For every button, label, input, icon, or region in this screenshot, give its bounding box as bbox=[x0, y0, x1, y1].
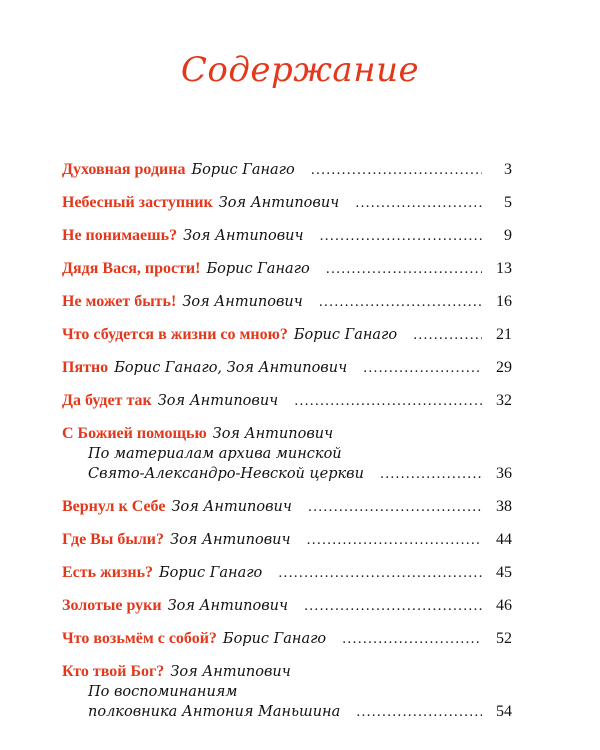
entry-author: Зоя Антипович bbox=[171, 499, 292, 515]
toc-entry[interactable] bbox=[62, 325, 512, 346]
toc-entry[interactable] bbox=[62, 563, 512, 584]
entry-title: Где Вы были? bbox=[62, 531, 165, 548]
entry-author: Зоя Антипович bbox=[212, 426, 334, 442]
table-of-contents bbox=[62, 160, 512, 723]
toc-entry[interactable] bbox=[62, 497, 512, 518]
entry-author: Зоя Антипович bbox=[170, 532, 291, 548]
entry-author: Борис Ганаго bbox=[191, 162, 295, 178]
toc-entry[interactable] bbox=[62, 662, 512, 723]
dot-leader bbox=[355, 194, 482, 214]
entry-page: 9 bbox=[504, 227, 512, 244]
dot-leader bbox=[380, 465, 482, 485]
entry-title: Дядя Вася, прости! bbox=[62, 260, 201, 277]
entry-page: 16 bbox=[496, 293, 512, 310]
dot-leader bbox=[278, 564, 482, 584]
dot-leader bbox=[307, 531, 483, 551]
entry-page: 52 bbox=[496, 630, 512, 647]
toc-entry[interactable] bbox=[62, 424, 512, 485]
entry-page: 46 bbox=[496, 597, 512, 614]
entry-title: Кто твой Бог? bbox=[62, 663, 165, 680]
toc-entry[interactable] bbox=[62, 292, 512, 313]
toc-entry[interactable] bbox=[62, 629, 512, 650]
entry-author: Борис Ганаго bbox=[293, 327, 398, 343]
dot-leader bbox=[342, 630, 482, 650]
entry-author: Зоя Антипович bbox=[183, 228, 304, 244]
page-title: Содержание bbox=[180, 50, 420, 90]
toc-entry[interactable] bbox=[62, 596, 512, 617]
entry-author: Зоя Антипович bbox=[167, 598, 289, 614]
entry-author: Борис Ганаго bbox=[206, 261, 310, 277]
entry-title: С Божией помощью bbox=[62, 425, 207, 442]
entry-title: Не понимаешь? bbox=[62, 227, 178, 244]
dot-leader bbox=[320, 227, 482, 247]
entry-subtitle: Свято-Александро-Невской церкви bbox=[88, 466, 364, 482]
dot-leader bbox=[326, 260, 482, 280]
entry-author: Зоя Антипович bbox=[182, 294, 303, 310]
entry-author: Борис Ганаго, Зоя Антипович bbox=[114, 360, 348, 376]
entry-author: Зоя Антипович bbox=[170, 664, 291, 680]
entry-page: 54 bbox=[496, 703, 512, 720]
entry-title: Не может быть! bbox=[62, 293, 177, 310]
toc-entry[interactable] bbox=[62, 193, 512, 214]
entry-page: 29 bbox=[496, 359, 512, 376]
entry-title: Пятно bbox=[62, 359, 109, 376]
entry-page: 44 bbox=[496, 531, 512, 548]
entry-title: Вернул к Себе bbox=[62, 498, 166, 515]
entry-title: Золотые руки bbox=[62, 597, 162, 614]
entry-title: Духовная родина bbox=[62, 161, 186, 178]
entry-author: Борис Ганаго bbox=[159, 565, 263, 581]
entry-title: Небесный заступник bbox=[62, 194, 213, 211]
entry-title: Есть жизнь? bbox=[62, 564, 154, 581]
dot-leader bbox=[308, 498, 482, 518]
entry-subtitle: По материалам архива минской bbox=[88, 446, 342, 462]
entry-subtitle: По воспоминаниям bbox=[88, 684, 238, 700]
dot-leader bbox=[304, 597, 482, 617]
dot-leader bbox=[311, 161, 482, 181]
dot-leader bbox=[356, 703, 482, 723]
dot-leader bbox=[294, 392, 482, 412]
entry-title: Что сбудется в жизни со мною? bbox=[62, 326, 288, 343]
entry-page: 5 bbox=[504, 194, 512, 211]
entry-title: Что возьмём с собой? bbox=[62, 630, 217, 647]
entry-page: 13 bbox=[496, 260, 512, 277]
entry-author: Зоя Антипович bbox=[157, 393, 279, 409]
dot-leader bbox=[319, 293, 482, 313]
entry-page: 21 bbox=[496, 326, 512, 343]
entry-page: 36 bbox=[496, 465, 512, 482]
entry-title: Да будет так bbox=[62, 392, 152, 409]
entry-page: 38 bbox=[496, 498, 512, 515]
entry-page: 3 bbox=[504, 161, 512, 178]
entry-author: Борис Ганаго bbox=[222, 631, 327, 647]
entry-subtitle: полковника Антония Маньшина bbox=[88, 704, 341, 720]
entry-page: 32 bbox=[496, 392, 512, 409]
toc-entry[interactable] bbox=[62, 259, 512, 280]
dot-leader bbox=[413, 326, 482, 346]
entry-page: 45 bbox=[496, 564, 512, 581]
dot-leader bbox=[363, 359, 482, 379]
entry-author: Зоя Антипович bbox=[218, 195, 340, 211]
toc-entry[interactable] bbox=[62, 358, 512, 379]
toc-entry[interactable] bbox=[62, 530, 512, 551]
toc-entry[interactable] bbox=[62, 226, 512, 247]
toc-entry[interactable] bbox=[62, 391, 512, 412]
toc-entry[interactable] bbox=[62, 160, 512, 181]
